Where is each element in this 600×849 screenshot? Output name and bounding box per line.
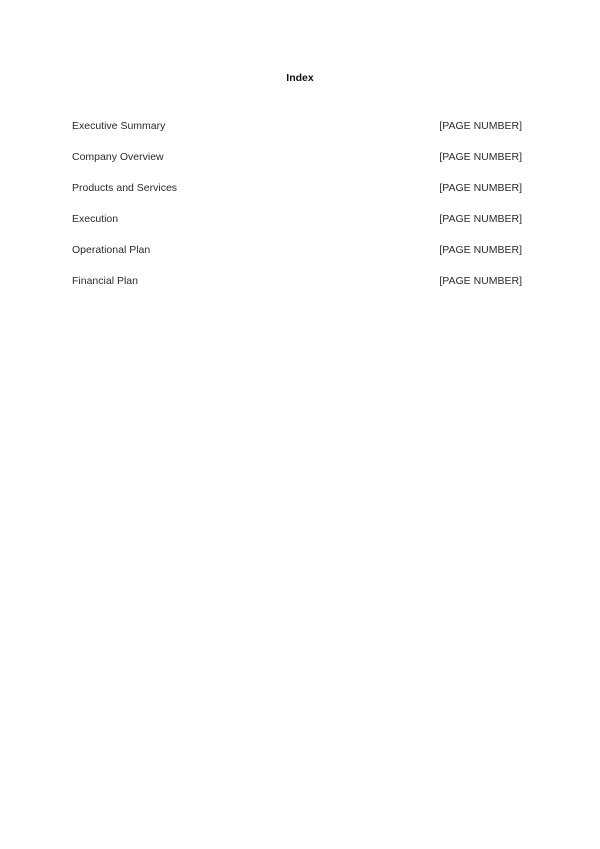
toc-entry-execution xyxy=(72,212,524,243)
toc-entry-page-number: [PAGE NUMBER] xyxy=(439,213,522,225)
toc-entry-company-overview xyxy=(72,150,524,181)
toc-entry-page-number: [PAGE NUMBER] xyxy=(439,151,522,163)
toc-entry-label: Execution xyxy=(72,213,119,225)
toc-entry-label: Products and Services xyxy=(72,182,178,194)
toc-entry-label: Company Overview xyxy=(72,151,164,163)
toc-entry-label: Operational Plan xyxy=(72,244,151,256)
toc-entry-financial-plan xyxy=(72,274,524,305)
toc-entry-page-number: [PAGE NUMBER] xyxy=(439,244,522,256)
toc-entry-page-number: [PAGE NUMBER] xyxy=(439,120,522,132)
toc-entry-label: Executive Summary xyxy=(72,120,166,132)
toc-entry-operational-plan xyxy=(72,243,524,274)
index-title: Index xyxy=(286,72,314,84)
toc-entry-page-number: [PAGE NUMBER] xyxy=(439,182,522,194)
table-of-contents xyxy=(72,119,524,305)
toc-entry-executive-summary xyxy=(72,119,524,150)
toc-entry-products-and-services xyxy=(72,181,524,212)
toc-entry-page-number: [PAGE NUMBER] xyxy=(439,275,522,287)
toc-entry-label: Financial Plan xyxy=(72,275,138,287)
